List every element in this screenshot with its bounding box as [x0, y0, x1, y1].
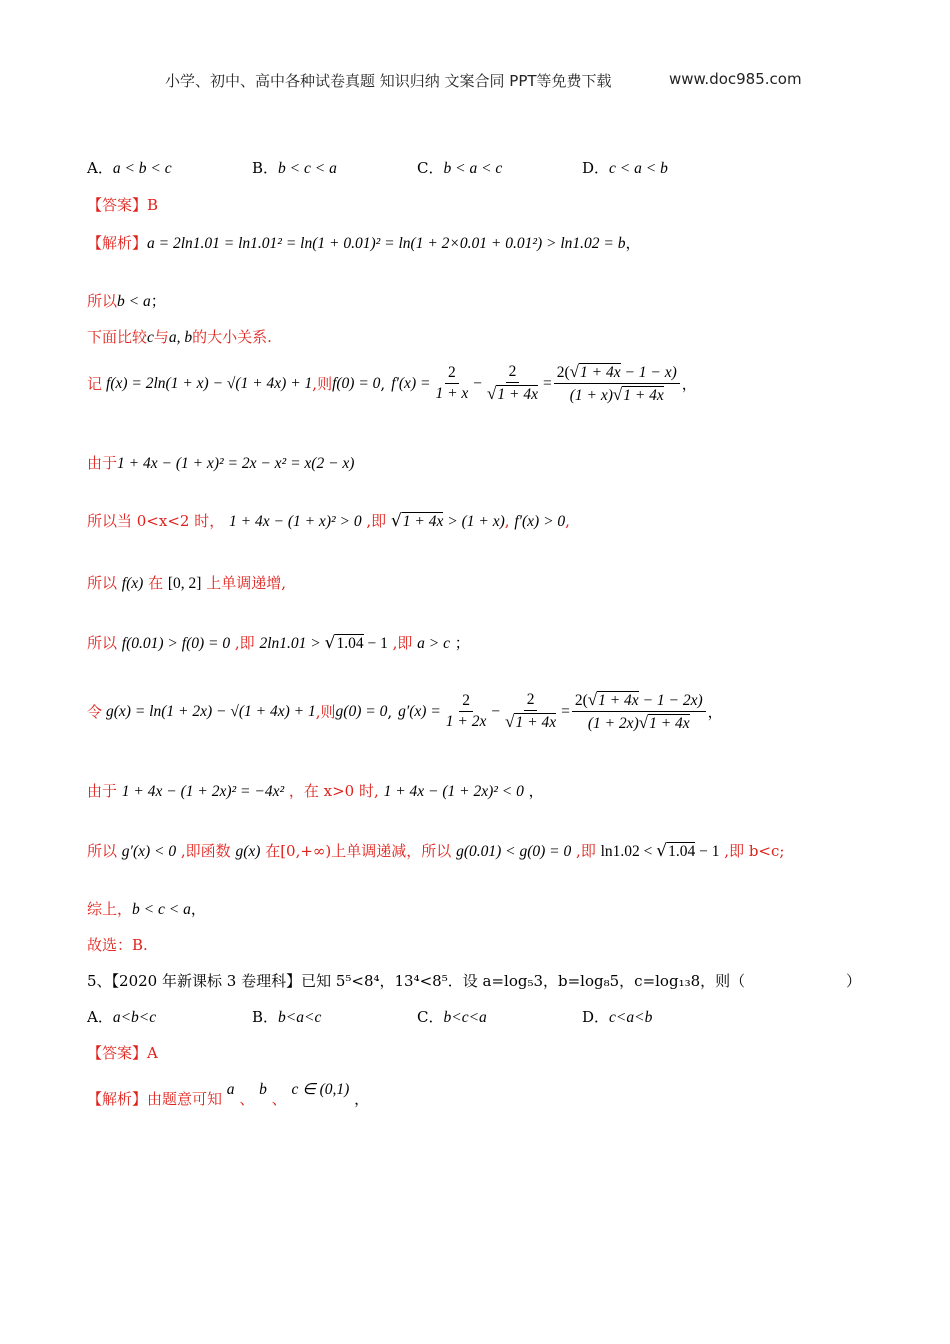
fraction-3: $\frac{2(√1 + 4x - 1 - x)}{(1 + x)√1 + 4x}$	[554, 362, 680, 405]
q4-option-c: C．b < a < c	[417, 159, 503, 177]
q4-solution-line10: 由于 1 + 4x − (1 + 2x)² = −4x² ，在 x>0 时, 1 + 4x − (1 + 2x)² < 0 ，	[87, 782, 544, 800]
q4-option-b: B．b < c < a	[252, 159, 337, 177]
fraction-5: $\frac{2}{√1 + 4x}$	[505, 691, 557, 731]
q4-solution-line12: 综上，b < c < a，	[87, 900, 206, 918]
q5-solution-line1: 【解析】由题意可知 a 、 b 、 c ∈ (0,1) ，	[87, 1081, 370, 1108]
q4-solution-line8: 所以 f(0.01) > f(0) = 0 ,即 2ln1.01 > √1.04 − 1 ,即 a > c ；	[87, 633, 470, 653]
fraction-4: $\frac{2}{1 + 2x}$	[445, 692, 487, 730]
header-url: www.doc985.com	[669, 70, 802, 88]
q4-solution-line11: 所以 g′(x) < 0 ,即函数 g(x) 在[0,+∞)上单调递减，所以 g(0.01) < g(0) = 0 ,即 ln1.02 < √1.04 − 1 ,即 b<c;	[87, 841, 785, 861]
q4-solution-line6: 所以当 0<x<2 时， 1 + 4x − (1 + x)² > 0 ,即 √1 + 4x > (1 + x), f′(x) > 0,	[87, 511, 570, 531]
q5-option-b: B．b<a<c	[252, 1008, 322, 1026]
fraction-2: $\frac{2}{√1 + 4x}$	[487, 363, 538, 403]
q4-answer: 【答案】B	[87, 196, 159, 214]
q4-solution-line1: 【解析】a = 2ln1.01 = ln1.01² = ln(1 + 0.01)² = ln(1 + 2×0.01 + 0.01²) > ln1.02 = b，	[87, 234, 641, 252]
q4-solution-line5: 由于1 + 4x − (1 + x)² = 2x − x² = x(2 − x)	[87, 454, 355, 472]
q4-solution-line4: 记 f(x) = 2ln(1 + x) − √(1 + 4x) + 1 ,则 f(0) = 0 , f′(x) = $\frac{2}{1 + x}$ − $\frac{2}{√1 + 4x}$ = $\frac{2(√1 + 4x - 1 - x)}{(1 + x)√1 + 4x}$ ，	[87, 362, 697, 404]
q4-conclusion: 故选：B.	[87, 936, 148, 954]
q5-stem-close: ）	[846, 972, 862, 990]
header-text: 小学、初中、高中各种试卷真题 知识归纳 文案合同 PPT等免费下载	[165, 72, 612, 90]
q4-solution-line3: 下面比较c与a, b的大小关系.	[87, 328, 272, 346]
q5-option-c: C．b<c<a	[417, 1008, 487, 1026]
q4-solution-line7: 所以 f(x) 在 [0, 2] 上单调递增,	[87, 574, 287, 592]
fraction-6: $\frac{2(√1 + 4x - 1 - 2x)}{(1 + 2x)√1 + 4x}$	[572, 690, 706, 733]
q5-answer: 【答案】A	[87, 1044, 158, 1062]
q4-solution-line9: 令 g(x) = ln(1 + 2x) − √(1 + 4x) + 1 ,则 g(0) = 0 , g′(x) = $\frac{2}{1 + 2x}$ − $\frac{2}{√1 + 4x}$ = $\frac{2(√1 + 4x - 1 - 2x)}{(1 + 2x)√1 + 4x}$ ，	[87, 690, 723, 732]
q5-stem: 5、【2020 年新课标 3 卷理科】已知 5⁵<8⁴，13⁴<8⁵．设 a=log₅3，b=log₈5，c=log₁₃8，则（	[87, 972, 746, 990]
q4-option-a: A．a < b < c	[87, 159, 172, 177]
q5-option-a: A．a<b<c	[87, 1008, 157, 1026]
q5-option-d: D．c<a<b	[582, 1008, 653, 1026]
q4-solution-line2: 所以b < a；	[87, 292, 166, 310]
fraction-1: $\frac{2}{1 + x}$	[435, 364, 469, 402]
q4-option-d: D．c < a < b	[582, 159, 668, 177]
